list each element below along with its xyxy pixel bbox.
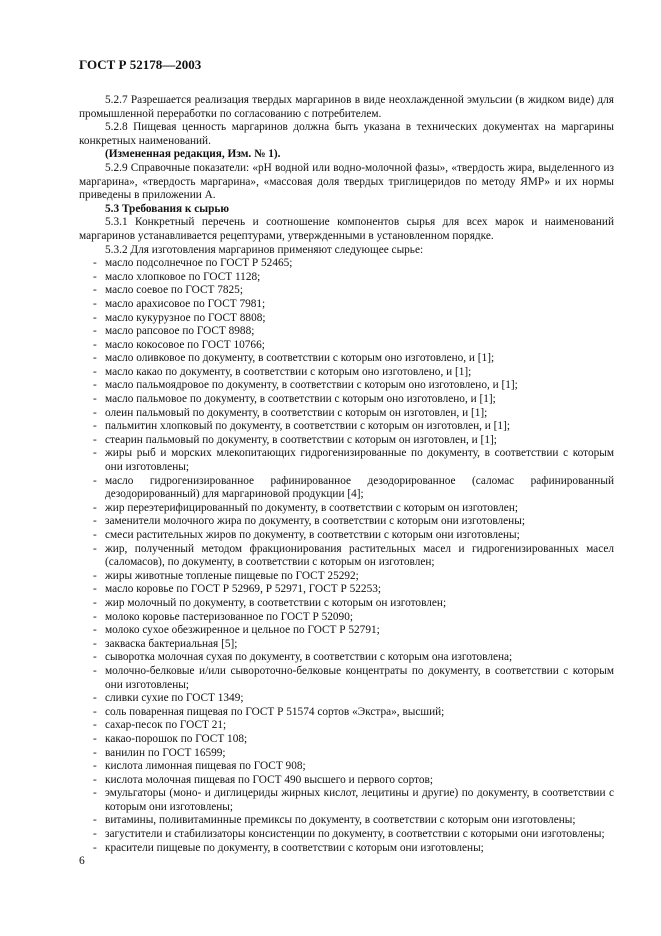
section-heading-5-3: 5.3 Требования к сырью [105,202,229,215]
list-item [79,312,614,326]
bullet-dash: - [93,828,97,841]
bullet-dash: - [93,596,97,609]
bullet-dash: - [93,311,97,324]
bullet-dash: - [93,719,97,732]
list-item-text: соль поваренная пищевая по ГОСТ Р 51574 сортов «Экстра», высший; [105,705,445,718]
bullet-dash: - [93,542,97,555]
bullet-dash: - [93,365,97,378]
list-item-text: закваска бактериальная [5]; [105,637,238,650]
bullet-dash: - [93,651,97,664]
bullet-dash: - [93,773,97,786]
list-item-text: эмульгаторы (моно- и диглицериды жирных кислот, лецитины и другие) по документу, в соответствии с которым они изготовлены; [105,787,614,813]
list-item [79,692,614,706]
list-item-text: сливки сухие по ГОСТ 1349; [105,692,244,705]
paragraph-5-2-9: 5.2.9 Справочные показатели: «рН водной или водно-молочной фазы», «твердость жира, выделенного из маргарина», «твердость маргарина», «массовая доля твердых триглицеридов по методу ЯМР» и их нормы приведены в приложении А. [79,161,614,202]
list-item-text: витамины, поливитаминные премиксы по документу, в соответствии с которым они изготовлены; [105,814,576,827]
list-item [79,325,614,339]
list-item-text: олеин пальмовый по документу, в соответствии с которым он изготовлен, и [1]; [105,406,488,419]
list-item-text: масло подсолнечное по ГОСТ Р 52465; [105,257,293,270]
raw-materials-list [79,257,614,855]
list-item-text: молоко коровье пастеризованное по ГОСТ Р 52090; [105,610,353,623]
list-item [79,624,614,638]
bullet-dash: - [93,637,97,650]
list-item-text: масло какао по документу, в соответствии с которым оно изготовлено, и [1]; [105,365,472,378]
list-item-text: жир молочный по документу, в соответствии с которым он изготовлен; [105,596,447,609]
bullet-dash: - [93,406,97,419]
bullet-dash: - [93,393,97,406]
list-item-text: ванилин по ГОСТ 16599; [105,746,226,759]
bullet-dash: - [93,297,97,310]
list-item [79,339,614,353]
edition-note: (Измененная редакция, Изм. № 1). [105,148,281,161]
bullet-dash: - [93,732,97,745]
bullet-dash: - [93,257,97,270]
list-item-text: смеси растительных жиров по документу, в соответствии с которым они изготовлены; [105,529,520,541]
list-item-text: загустители и стабилизаторы консистенции по документу, в соответствии с которыми они изготовлены; [105,828,605,841]
list-item [79,298,614,312]
list-item [79,352,614,366]
list-item [79,420,614,434]
list-item-text: пальмитин хлопковый по документу, в соответствии с которым он изготовлен, и [1]; [105,420,510,433]
bullet-dash: - [93,433,97,446]
list-item [79,814,614,828]
list-item-text: масло гидрогенизированное рафинированное дезодорированное (саломас рафинированный дезодорированный) для маргариновой продукции [4]; [105,474,614,501]
page-body [79,94,614,855]
list-item [79,733,614,747]
list-item [79,271,614,285]
list-item [79,747,614,761]
list-item-text: масло хлопковое по ГОСТ 1128; [105,270,261,283]
list-item [79,407,614,421]
bullet-dash: - [93,501,97,514]
list-item-text: молоко сухое обезжиренное и цельное по ГОСТ Р 52791; [105,624,380,637]
list-item-text: стеарин пальмовый по документу, в соответствии с которым он изготовлен, и [1]; [105,433,497,446]
list-item-text: кислота лимонная пищевая по ГОСТ 908; [105,760,306,773]
list-item-text: сыворотка молочная сухая по документу, в соответствии с которым она изготовлена; [105,651,513,664]
list-item-text: масло оливковое по документу, в соответствии с которым оно изготовлено, и [1]; [105,352,495,365]
paragraph-5-2-7: 5.2.7 Разрешается реализация твердых маргаринов в виде неохлажденной эмульсии (в жидком виде) для промышленной переработки по согласованию с потребителем. [79,94,614,120]
list-item [79,379,614,393]
bullet-dash: - [93,692,97,705]
list-item-text: какао-порошок по ГОСТ 108; [105,732,248,745]
list-item [79,651,614,665]
bullet-dash: - [93,746,97,759]
list-item [79,719,614,733]
list-item [79,502,614,516]
bullet-dash: - [93,474,97,487]
list-item-text: кислота молочная пищевая по ГОСТ 490 высшего и первого сортов; [105,773,433,786]
list-item [79,842,614,856]
list-item [79,257,614,271]
list-item [79,393,614,407]
bullet-dash: - [93,841,97,854]
list-item [79,475,614,502]
bullet-dash: - [93,624,97,637]
list-item [79,434,614,448]
list-item [79,529,614,543]
bullet-dash: - [93,583,97,596]
list-item [79,828,614,842]
list-item-text: масло пальмоядровое по документу, в соответствии с которым оно изготовлено, и [1]; [105,379,518,392]
list-item-text: заменители молочного жира по документу, в соответствии с которым они изготовлены; [105,515,525,528]
list-item [79,570,614,584]
bullet-dash: - [93,447,97,460]
bullet-dash: - [93,664,97,677]
list-item-text: сахар-песок по ГОСТ 21; [105,719,227,732]
list-item [79,447,614,474]
bullet-dash: - [93,338,97,351]
paragraph-5-2-8: 5.2.8 Пищевая ценность маргаринов должна быть указана в технических документах на маргарины конкретных наименований. [79,121,614,147]
list-item [79,787,614,814]
paragraph-5-3-2: 5.3.2 Для изготовления маргаринов применяют следующее сырье: [105,243,424,256]
bullet-dash: - [93,814,97,827]
list-item-text: масло соевое по ГОСТ 7825; [105,284,243,297]
bullet-dash: - [93,529,97,541]
bullet-dash: - [93,325,97,338]
list-item [79,611,614,625]
list-item [79,597,614,611]
bullet-dash: - [93,270,97,283]
list-item [79,284,614,298]
bullet-dash: - [93,569,97,582]
list-item-text: масло коровье по ГОСТ Р 52969, Р 52971, ГОСТ Р 52253; [105,583,382,596]
list-item-text: масло кокосовое по ГОСТ 10766; [105,338,265,351]
list-item [79,543,614,570]
bullet-dash: - [93,420,97,433]
list-item-text: жиры рыб и морских млекопитающих гидрогенизированные по документу, в соответствии с которым они изготовлены; [105,447,614,474]
bullet-dash: - [93,705,97,718]
list-item-text: масло арахисовое по ГОСТ 7981; [105,297,266,310]
list-item [79,515,614,529]
bullet-dash: - [93,515,97,528]
list-item [79,665,614,692]
list-item [79,774,614,788]
bullet-dash: - [93,760,97,773]
bullet-dash: - [93,610,97,623]
list-item-text: масло рапсовое по ГОСТ 8988; [105,325,255,338]
list-item-text: масло кукурузное по ГОСТ 8808; [105,311,266,324]
list-item-text: красители пищевые по документу, в соответствии с которым они изготовлены; [105,841,484,854]
list-item-text: жир переэтерифицированный по документу, в соответствии с которым он изготовлен; [105,501,518,514]
list-item [79,638,614,652]
list-item-text: молочно-белковые и/или сывороточно-белковые концентраты по документу, в соответствии с которым они изготовлены; [105,664,614,691]
page-number: 6 [79,855,85,867]
bullet-dash: - [93,787,97,800]
paragraph-5-3-1: 5.3.1 Конкретный перечень и соотношение компонентов сырья для всех марок и наименований маргаринов устанавливается рецептурами, утвержденными в установленном порядке. [79,216,614,242]
list-item [79,706,614,720]
list-item-text: жиры животные топленые пищевые по ГОСТ 25292; [105,569,359,582]
list-item-text: масло пальмовое по документу, в соответствии с которым оно изготовлено, и [1]; [105,393,496,406]
bullet-dash: - [93,352,97,365]
list-item [79,366,614,380]
document-header: ГОСТ Р 52178—2003 [79,57,202,72]
bullet-dash: - [93,379,97,392]
list-item [79,583,614,597]
list-item [79,760,614,774]
list-item-text: жир, полученный методом фракционирования растительных масел и гидрогенизированных масел (саломасов), по документу, в соответствии с которым он изготовлен; [105,542,614,569]
bullet-dash: - [93,284,97,297]
